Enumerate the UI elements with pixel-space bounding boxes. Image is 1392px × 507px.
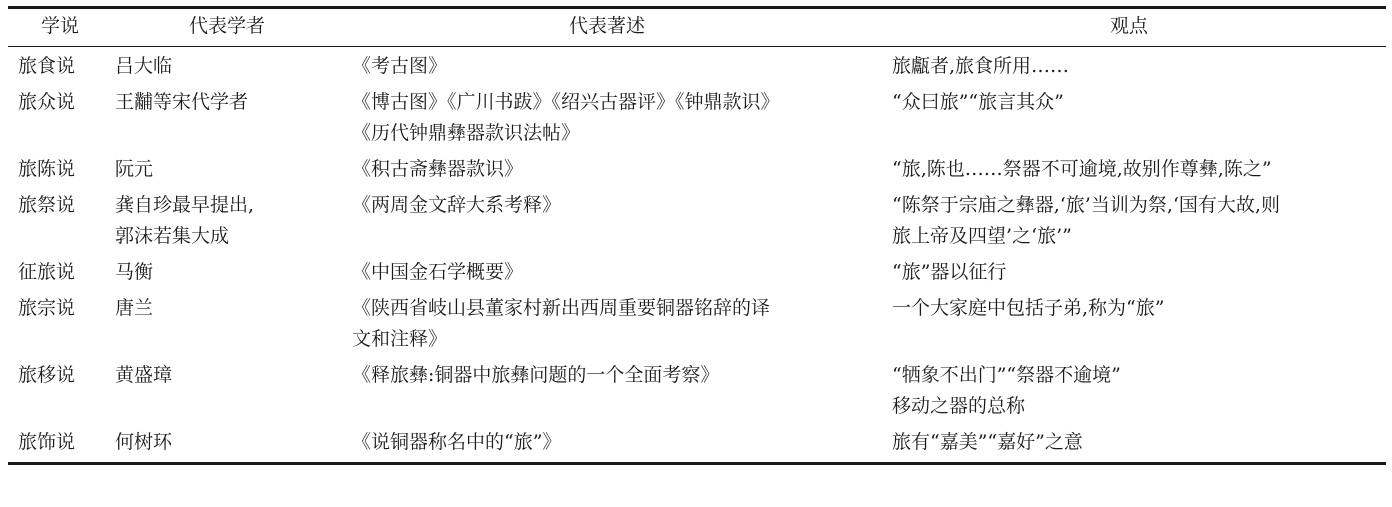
cell-scholar: 唐兰 xyxy=(115,297,154,319)
table-row xyxy=(8,292,1386,359)
cell-scholar: 王黼等宋代学者 xyxy=(115,91,249,113)
header-scholar: 代表学者 xyxy=(188,15,265,37)
table-body xyxy=(8,47,1386,464)
cell-school: 征旅说 xyxy=(18,261,76,283)
table-header xyxy=(8,8,1386,47)
cell-view: 旅有“嘉美”“嘉好”之意 xyxy=(892,431,1083,453)
cell-work: 《说铜器称名中的“旅”》 xyxy=(352,431,562,453)
theories-table-container xyxy=(8,6,1386,465)
cell-view: 一个大家庭中包括子弟,称为“旅” xyxy=(892,297,1165,319)
cell-view: “牺象不出门”“祭器不逾境” 移动之器的总称 xyxy=(892,364,1121,417)
cell-scholar: 龚自珍最早提出, 郭沫若集大成 xyxy=(115,194,255,247)
table-row xyxy=(8,47,1386,87)
cell-school: 旅陈说 xyxy=(18,158,76,180)
cell-work: 《两周金文辞大系考释》 xyxy=(352,194,562,216)
cell-work: 《陕西省岐山县董家村新出西周重要铜器铭辞的译 文和注释》 xyxy=(352,297,771,350)
cell-scholar: 马衡 xyxy=(115,261,154,283)
table-row xyxy=(8,426,1386,464)
header-school: 学说 xyxy=(40,15,79,37)
table-row xyxy=(8,189,1386,256)
cell-scholar: 阮元 xyxy=(115,158,154,180)
cell-work: 《积古斋彝器款识》 xyxy=(352,158,524,180)
cell-view: “陈祭于宗庙之彝器,‘旅’当训为祭,‘国有大故,则 旅上帝及四望’之‘旅’” xyxy=(892,194,1280,247)
cell-view: “旅,陈也……祭器不可逾境,故别作尊彝,陈之” xyxy=(892,158,1272,180)
cell-scholar: 黄盛璋 xyxy=(115,364,173,386)
cell-work: 《考古图》 xyxy=(352,55,448,77)
header-work: 代表著述 xyxy=(568,15,645,37)
cell-view: “众曰旅”“旅言其众” xyxy=(892,91,1064,113)
cell-school: 旅宗说 xyxy=(18,297,76,319)
table-row xyxy=(8,86,1386,153)
cell-school: 旅祭说 xyxy=(18,194,76,216)
table-row xyxy=(8,359,1386,426)
cell-school: 旅食说 xyxy=(18,55,76,77)
cell-scholar: 何树环 xyxy=(115,431,173,453)
table-row xyxy=(8,153,1386,189)
cell-scholar: 吕大临 xyxy=(115,55,173,77)
cell-school: 旅移说 xyxy=(18,364,76,386)
cell-view: 旅甗者,旅食所用…… xyxy=(892,55,1070,77)
theories-table xyxy=(8,6,1386,465)
table-row xyxy=(8,256,1386,292)
header-row xyxy=(8,8,1386,47)
cell-school: 旅众说 xyxy=(18,91,76,113)
cell-work: 《释旅彝:铜器中旅彝问题的一个全面考察》 xyxy=(352,364,720,386)
cell-view: “旅”器以征行 xyxy=(892,261,1007,283)
cell-school: 旅饰说 xyxy=(18,431,76,453)
header-view: 观点 xyxy=(1109,15,1148,37)
cell-work: 《中国金石学概要》 xyxy=(352,261,524,283)
cell-work: 《博古图》《广川书跋》《绍兴古器评》《钟鼎款识》 《历代钟鼎彝器款识法帖》 xyxy=(352,91,780,144)
